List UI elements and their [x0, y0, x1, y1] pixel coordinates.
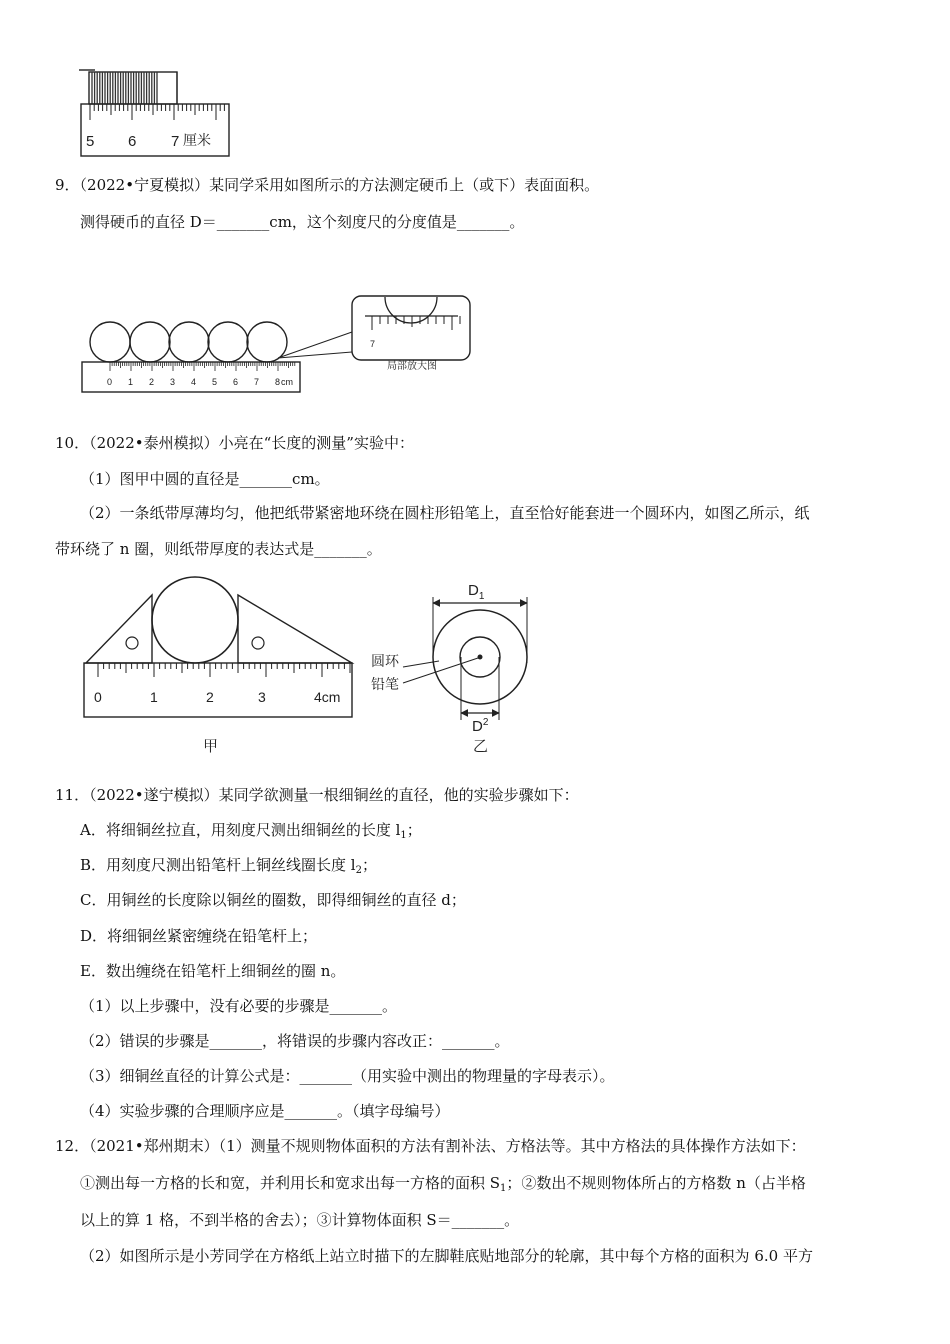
q10-part2-cont: 带环绕了 n 圈，则纸带厚度的表达式是_______。	[55, 540, 382, 558]
yi-caption: 乙	[473, 738, 489, 755]
jia-tick-4cm: 4cm	[314, 689, 341, 705]
q10-part1: （1）图甲中圆的直径是_______cm。	[80, 470, 330, 488]
q12-line4: （2）如图所示是小芳同学在方格纸上站立时描下的左脚鞋底贴地部分的轮廓，其中每个方格的面积为 6.0 平方	[80, 1247, 813, 1265]
jia-caption: 甲	[203, 738, 219, 755]
q11-step-c: C．用铜丝的长度除以铜丝的圈数，即得细铜丝的直径 d；	[80, 891, 466, 909]
jia-tick-2: 2	[206, 689, 214, 705]
coin-ruler-tick-0: 0	[107, 377, 113, 387]
yi-d1-label: $D_1$	[468, 582, 485, 602]
fig8-tick-5: 5	[86, 133, 95, 150]
coin-ruler-tick-8: 8	[275, 377, 281, 387]
coin-ruler-tick-3: 3	[170, 377, 176, 387]
yi-label-ring: 圆环	[371, 653, 399, 669]
q11-step-d: D．将细铜丝紧密缠绕在铅笔杆上；	[80, 927, 318, 945]
figure-jia	[80, 575, 370, 755]
figure-yi	[365, 575, 540, 755]
q11-part1: （1）以上步骤中，没有必要的步骤是_______。	[80, 997, 398, 1015]
q9-line2: 测得硬币的直径 D＝_______cm，这个刻度尺的分度值是_______。	[80, 213, 525, 231]
q12-line2: ①测出每一方格的长和宽，并利用长和宽求出每一方格的面积 $S_1$；②数出不规则物体所占的方格数 n（占半格	[80, 1174, 806, 1194]
zoom-tick-7: 7	[370, 339, 376, 349]
coin-ruler-unit: cm	[281, 377, 293, 387]
yi-d2-label: $D^2$	[472, 717, 489, 735]
q10-part2: （2）一条纸带厚薄均匀，他把纸带紧密地环绕在圆柱形铅笔上，直至恰好能套进一个圆环内，如图乙所示，纸	[80, 504, 810, 522]
jia-tick-0: 0	[94, 689, 102, 705]
jia-tick-3: 3	[258, 689, 266, 705]
q10-stem: 10．（2022•泰州模拟）小亮在“长度的测量”实验中：	[55, 434, 414, 452]
q11-step-e: E．数出缠绕在铅笔杆上细铜丝的圈 n。	[80, 962, 346, 980]
q9-stem: 9．（2022•宁夏模拟）某同学采用如图所示的方法测定硬币上（或下）表面面积。	[55, 176, 600, 194]
yi-label-pencil: 铅笔	[371, 676, 399, 692]
q11-part4: （4）实验步骤的合理顺序应是_______。（填字母编号）	[80, 1102, 450, 1120]
q11-part2: （2）错误的步骤是_______，将错误的步骤内容改正：_______。	[80, 1032, 510, 1050]
zoom-caption: 局部放大图	[387, 361, 437, 372]
coin-ruler-tick-2: 2	[149, 377, 155, 387]
coins-ruler-figure	[80, 292, 475, 396]
coin-ruler-tick-5: 5	[212, 377, 218, 387]
coin-ruler-tick-4: 4	[191, 377, 197, 387]
q11-part3: （3）细铜丝直径的计算公式是：_______（用实验中测出的物理量的字母表示）。	[80, 1067, 615, 1085]
coin-ruler-tick-7: 7	[254, 377, 260, 387]
coil-ruler-figure	[75, 62, 235, 158]
coin-ruler-tick-6: 6	[233, 377, 239, 387]
q12-line3: 以上的算 1 格，不到半格的舍去）；③计算物体面积 S＝_______。	[80, 1211, 520, 1229]
coin-ruler-tick-1: 1	[128, 377, 134, 387]
q12-stem: 12．（2021•郑州期末）（1）测量不规则物体面积的方法有割补法、方格法等。其中方格法的具体操作方法如下：	[55, 1137, 806, 1155]
fig8-tick-6: 6	[128, 133, 137, 150]
q11-step-a: A．将细铜丝拉直，用刻度尺测出细铜丝的长度 $l_1$；	[80, 821, 422, 841]
q11-step-b: B．用刻度尺测出铅笔杆上铜丝线圈长度 $l_2$；	[80, 856, 377, 876]
fig8-tick-7: 7	[171, 133, 180, 150]
jia-tick-1: 1	[150, 689, 158, 705]
fig8-unit: 厘米	[183, 132, 211, 148]
q11-stem: 11．（2022•遂宁模拟）某同学欲测量一根细铜丝的直径，他的实验步骤如下：	[55, 786, 579, 804]
